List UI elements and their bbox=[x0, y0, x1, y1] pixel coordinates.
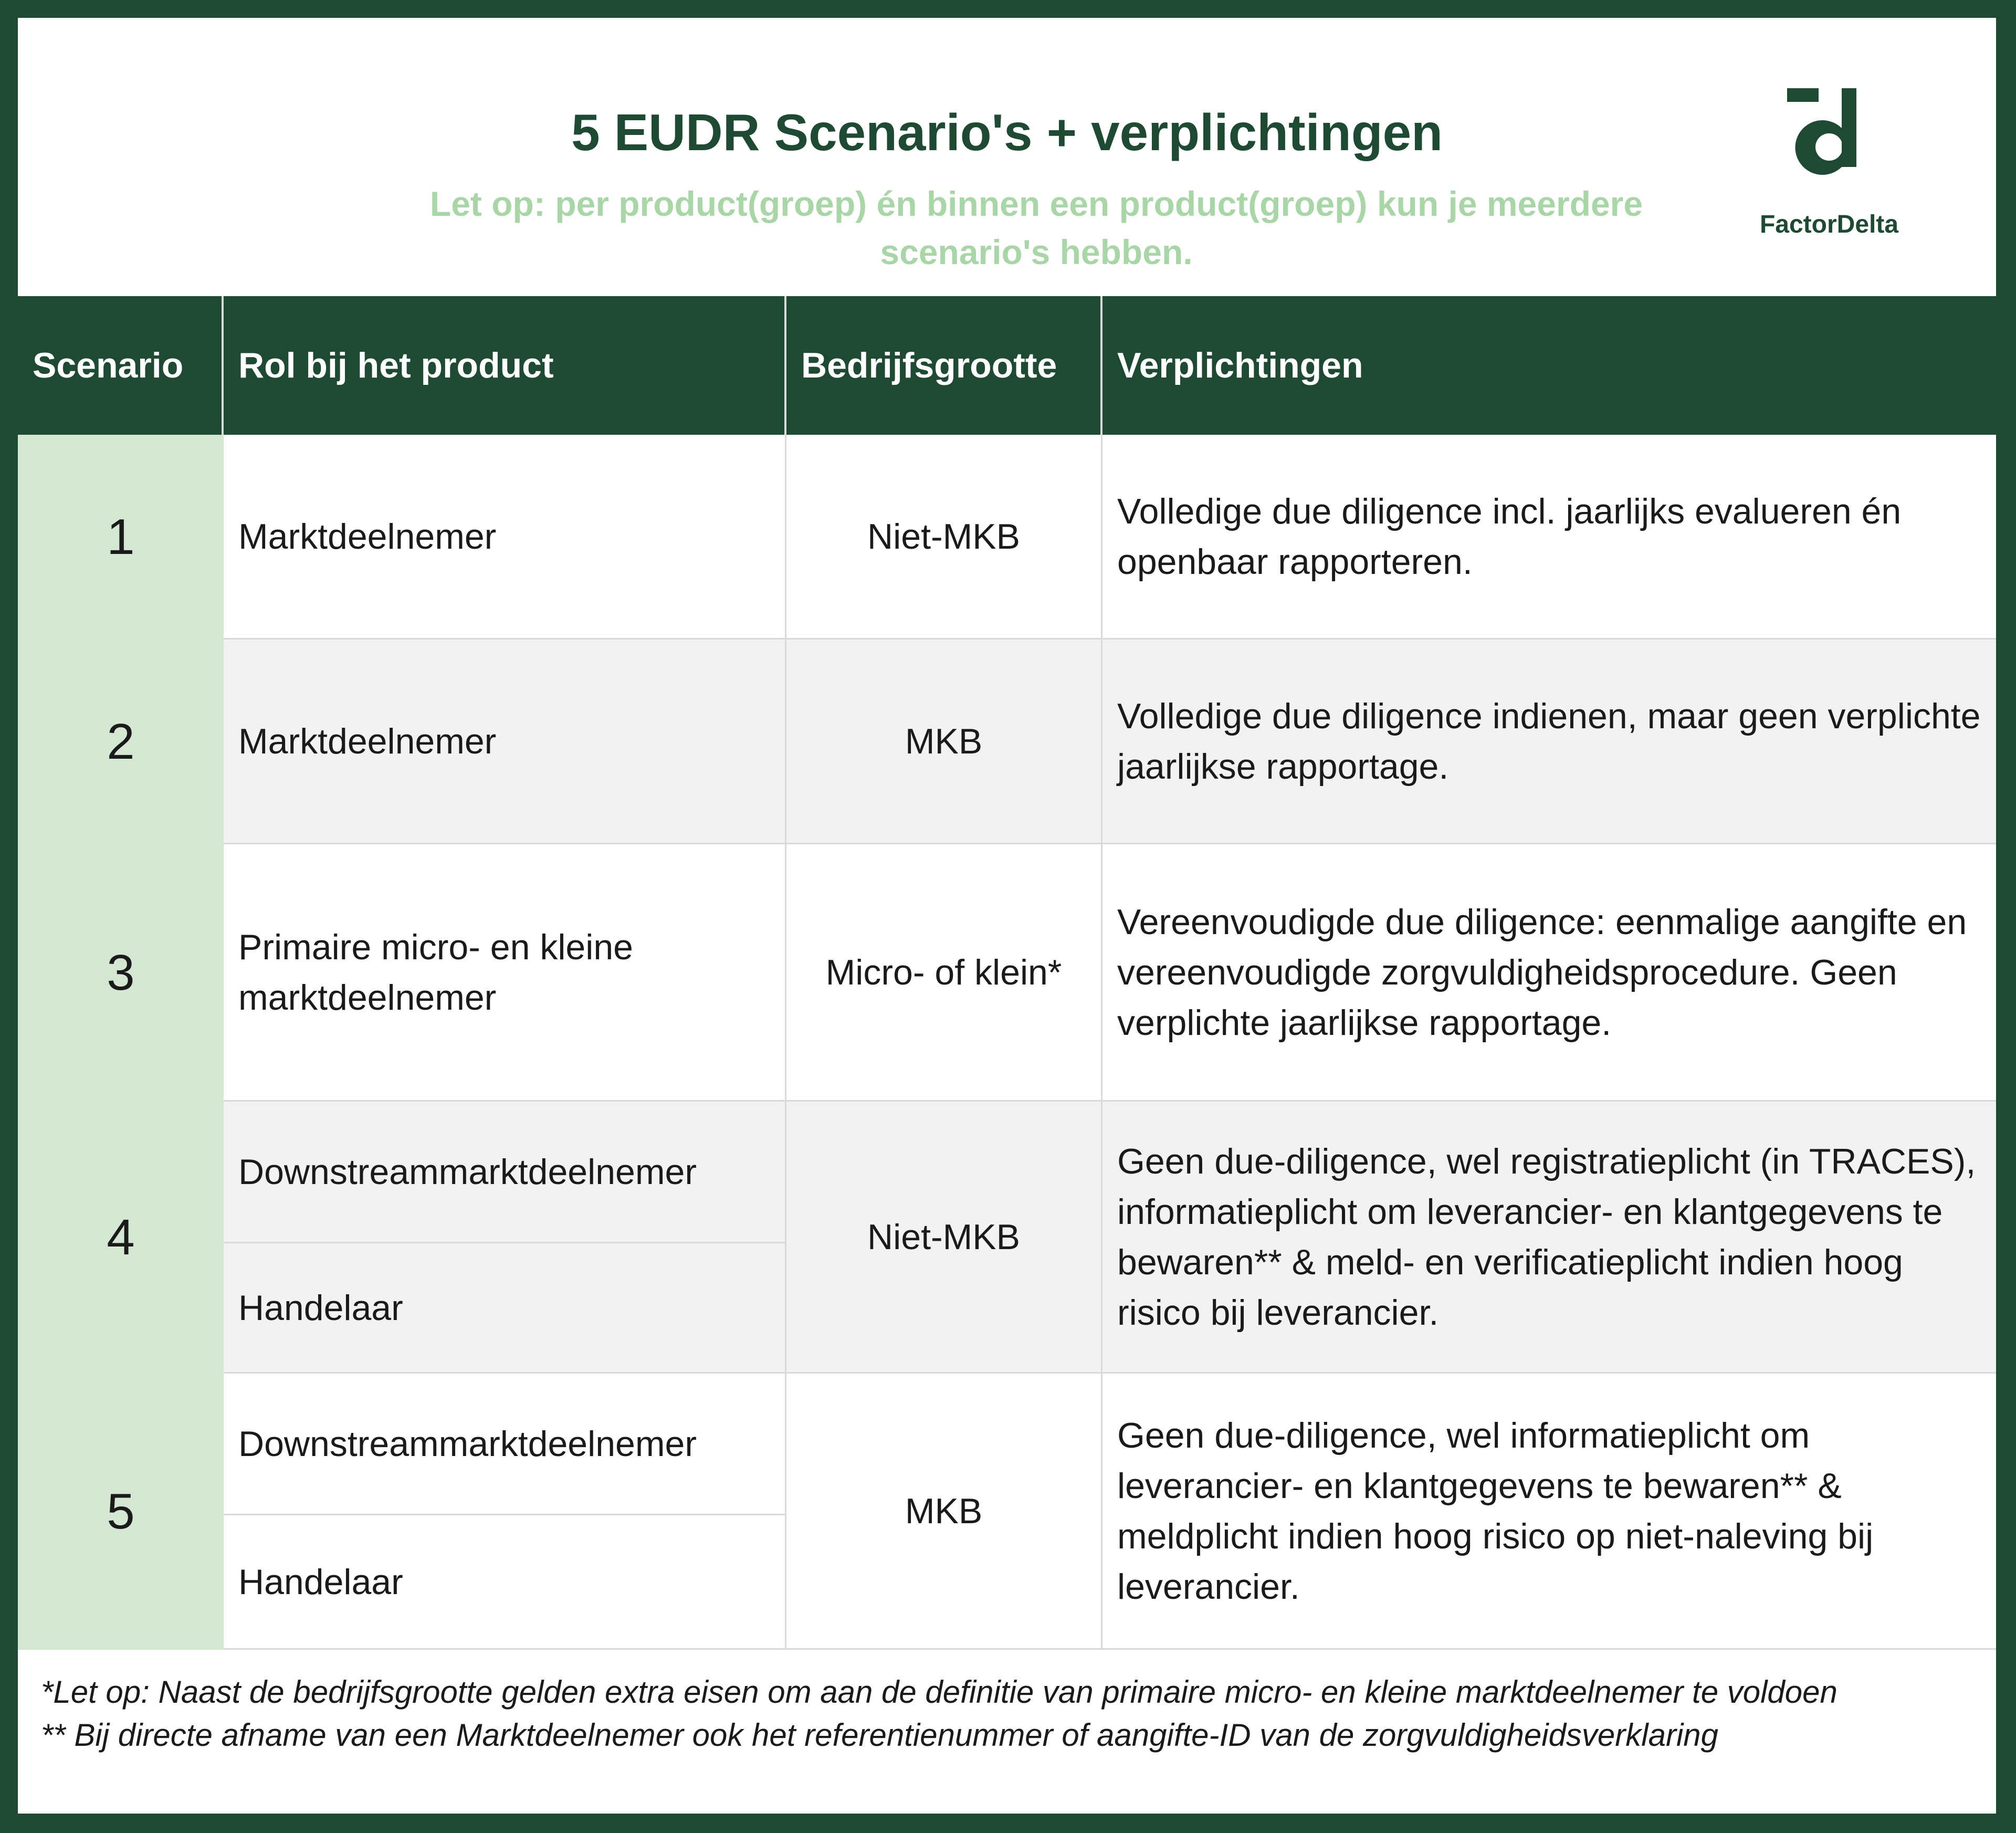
obligations-cell: Volledige due diligence incl. jaarlijks evalueren én openbaar rapporteren. bbox=[1102, 435, 1996, 640]
obligations-cell: Volledige due diligence indienen, maar geen verplichte jaarlijkse rapportage. bbox=[1102, 640, 1996, 844]
page-subtitle: Let op: per product(groep) én binnen een product(groep) kun je meerdere scenario's hebben. bbox=[429, 184, 1643, 271]
factordelta-logo bbox=[1745, 86, 1913, 254]
scenario-number: 2 bbox=[18, 640, 224, 844]
footnote-1: *Let op: Naast de bedrijfsgrootte gelden extra eisen om aan de definitie van primaire micro- en kleine marktdeelnemer te voldoen bbox=[41, 1674, 1838, 1710]
column-header-obligations: Verplichtingen bbox=[1102, 296, 1996, 435]
logo-text: FactorDelta bbox=[1759, 211, 1899, 238]
column-header-scenario: Scenario bbox=[18, 296, 224, 435]
size-cell: MKB bbox=[786, 1374, 1102, 1650]
obligations-cell: Geen due-diligence, wel registratieplicht (in TRACES), informatieplicht om leverancier- en klantgegevens te bewaren** & meld- en verificatieplicht indien hoog risico bij leverancier. bbox=[1102, 1102, 1996, 1374]
scenario-number: 1 bbox=[18, 435, 224, 640]
footnotes bbox=[41, 1671, 1983, 1757]
role-cell: Marktdeelnemer bbox=[224, 435, 786, 640]
column-header-role: Rol bij het product bbox=[224, 296, 786, 435]
role-cell: Downstreammarktdeelnemer bbox=[224, 1374, 786, 1515]
role-cell: Handelaar bbox=[224, 1243, 786, 1374]
obligations-cell: Vereenvoudigde due diligence: eenmalige aangifte en vereenvoudigde zorgvuldigheidsprocedure. Geen verplichte jaarlijkse rapportage. bbox=[1102, 844, 1996, 1102]
obligations-cell: Geen due-diligence, wel informatieplicht om leverancier- en klantgegevens te bewaren** & meldplicht indien hoog risico op niet-naleving bij leverancier. bbox=[1102, 1374, 1996, 1650]
size-cell: Micro- of klein* bbox=[786, 844, 1102, 1102]
scenario-number: 3 bbox=[18, 844, 224, 1102]
infographic-card bbox=[18, 18, 1996, 1814]
role-cell: Handelaar bbox=[224, 1515, 786, 1650]
size-cell: Niet-MKB bbox=[786, 1102, 1102, 1374]
scenario-number: 4 bbox=[18, 1102, 224, 1374]
role-cell: Downstreammarktdeelnemer bbox=[224, 1102, 786, 1243]
page-title: 5 EUDR Scenario's + verplichtingen bbox=[571, 103, 1443, 161]
footnote-2: ** Bij directe afname van een Marktdeelnemer ook het referentienummer of aangifte-ID van de zorgvuldigheidsverklaring bbox=[41, 1717, 1719, 1753]
role-cell: Primaire micro- en kleine marktdeelnemer bbox=[224, 844, 786, 1102]
size-cell: MKB bbox=[786, 640, 1102, 844]
header bbox=[18, 18, 1996, 296]
scenario-number: 5 bbox=[18, 1374, 224, 1650]
role-cell: Marktdeelnemer bbox=[224, 640, 786, 844]
column-header-company-size: Bedrijfsgrootte bbox=[786, 296, 1102, 435]
scenario-table bbox=[18, 296, 1996, 1667]
factordelta-logo-icon bbox=[1787, 86, 1871, 191]
size-cell: Niet-MKB bbox=[786, 435, 1102, 640]
